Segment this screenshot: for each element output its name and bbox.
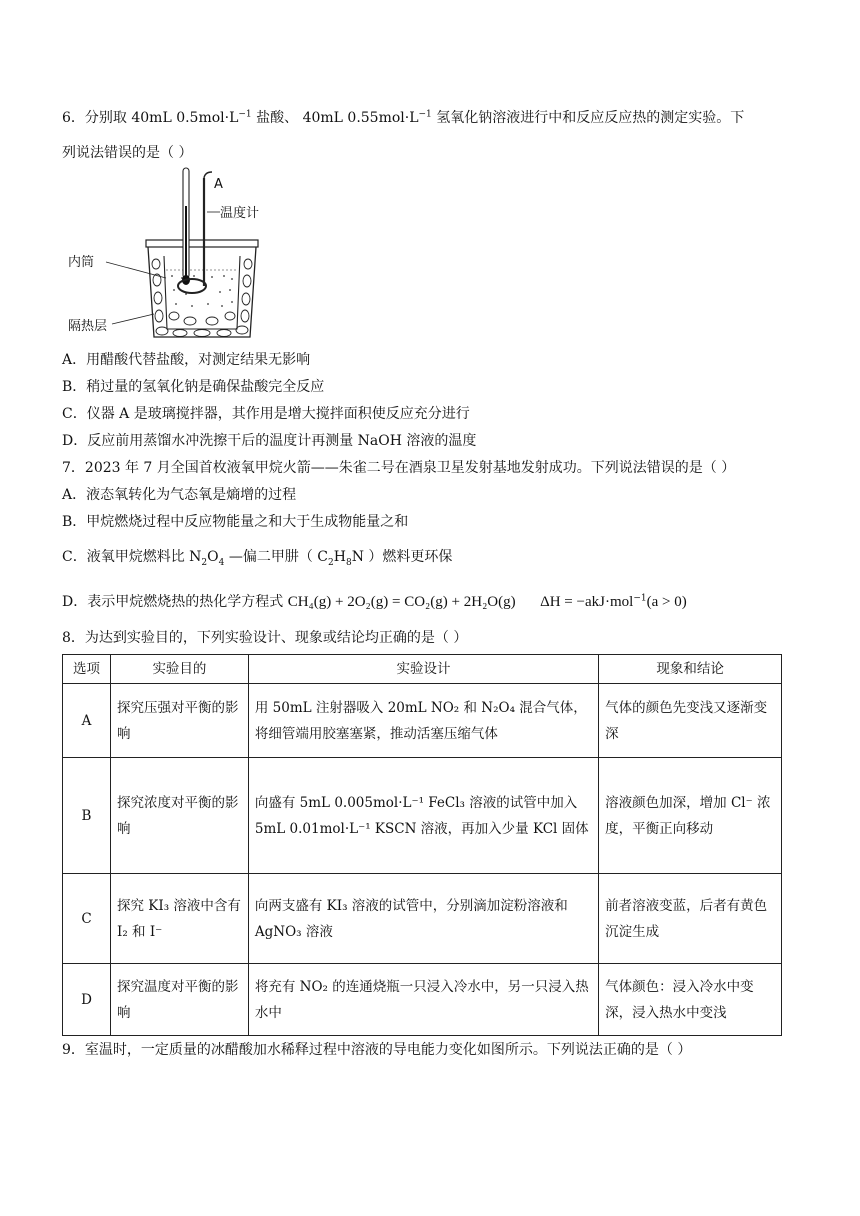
row-goal: 探究 KI₃ 溶液中含有 I₂ 和 I⁻ xyxy=(111,874,249,964)
row-goal: 探究压强对平衡的影响 xyxy=(111,684,249,758)
header-design: 实验设计 xyxy=(248,655,598,684)
row-result: 溶液颜色加深，增加 Cl⁻ 浓度，平衡正向移动 xyxy=(599,758,782,874)
q6-option-c: C．仪器 A 是玻璃搅拌器，其作用是增大搅拌面积使反应充分进行 xyxy=(62,406,470,422)
q7-option-d: D．表示甲烷燃烧热的热化学方程式 CH₄(g) + 2O₂(g) = CO₂(g) + 2H₂O(g) ΔH = −akJ·mol$^{-1}$(a > 0) xyxy=(62,593,687,610)
label-inner-cylinder: 内筒 xyxy=(68,255,95,270)
table-row xyxy=(63,684,782,758)
row-design: 将充有 NO₂ 的连通烧瓶一只浸入冷水中，另一只浸入热水中 xyxy=(248,964,598,1036)
row-design: 用 50mL 注射器吸入 20mL NO₂ 和 N₂O₄ 混合气体，将细管端用胶塞塞紧，推动活塞压缩气体 xyxy=(248,684,598,758)
row-result: 气体颜色：浸入冷水中变深，浸入热水中变浅 xyxy=(599,964,782,1036)
row-option: D xyxy=(63,964,111,1036)
q7-option-b: B．甲烷燃烧过程中反应物能量之和大于生成物能量之和 xyxy=(62,514,409,530)
q6-option-d: D．反应前用蒸馏水冲洗擦干后的温度计再测量 NaOH 溶液的温度 xyxy=(62,433,477,449)
q7-option-a: A．液态氧转化为气态氧是熵增的过程 xyxy=(62,487,297,503)
table-row xyxy=(63,964,782,1036)
row-goal: 探究温度对平衡的影响 xyxy=(111,964,249,1036)
row-option: A xyxy=(63,684,111,758)
q9-stem: 9．室温时，一定质量的冰醋酸加水稀释过程中溶液的导电能力变化如图所示。下列说法正确的是（ ） xyxy=(62,1042,692,1058)
row-design: 向两支盛有 KI₃ 溶液的试管中，分别滴加淀粉溶液和 AgNO₃ 溶液 xyxy=(248,874,598,964)
row-result: 气体的颜色先变浅又逐渐变深 xyxy=(599,684,782,758)
q6-option-b: B．稍过量的氢氧化钠是确保盐酸完全反应 xyxy=(62,379,325,395)
q6-option-a: A．用醋酸代替盐酸，对测定结果无影响 xyxy=(62,352,311,368)
table-row xyxy=(63,874,782,964)
label-insulation: 隔热层 xyxy=(68,319,108,334)
experiment-table xyxy=(62,654,782,1036)
table-row xyxy=(63,758,782,874)
row-goal: 探究浓度对平衡的影响 xyxy=(111,758,249,874)
table-header-row xyxy=(63,655,782,684)
q8-stem: 8．为达到实验目的，下列实验设计、现象或结论均正确的是（ ） xyxy=(62,630,468,646)
row-result: 前者溶液变蓝，后者有黄色沉淀生成 xyxy=(599,874,782,964)
row-option: C xyxy=(63,874,111,964)
label-a: A xyxy=(214,177,223,192)
header-goal: 实验目的 xyxy=(111,655,249,684)
calorimeter-diagram xyxy=(62,166,262,346)
header-result: 现象和结论 xyxy=(599,655,782,684)
q7-stem: 7．2023 年 7 月全国首枚液氧甲烷火箭——朱雀二号在酒泉卫星发射基地发射成功。下列说法错误的是（ ） xyxy=(62,460,736,476)
q6-stem-line2: 列说法错误的是（ ） xyxy=(62,145,193,161)
q6-stem-line1: 6．分别取 40mL $0.5mol\cdot L^{-1}$ 盐酸、 40mL $0.55mol\cdot L^{-1}$ 氢氧化钠溶液进行中和反应反应热的测定实验。下 xyxy=(62,109,745,126)
q7-option-c: C．液氧甲烷燃料比 $N_2O_4$ —偏二甲肼（ $C_2H_8N$ ）燃料更环保 xyxy=(62,549,453,568)
header-option: 选项 xyxy=(63,655,111,684)
row-design: 向盛有 5mL 0.005mol·L⁻¹ FeCl₃ 溶液的试管中加入 5mL 0.01mol·L⁻¹ KSCN 溶液，再加入少量 KCl 固体 xyxy=(248,758,598,874)
row-option: B xyxy=(63,758,111,874)
label-thermometer: 温度计 xyxy=(220,206,260,221)
